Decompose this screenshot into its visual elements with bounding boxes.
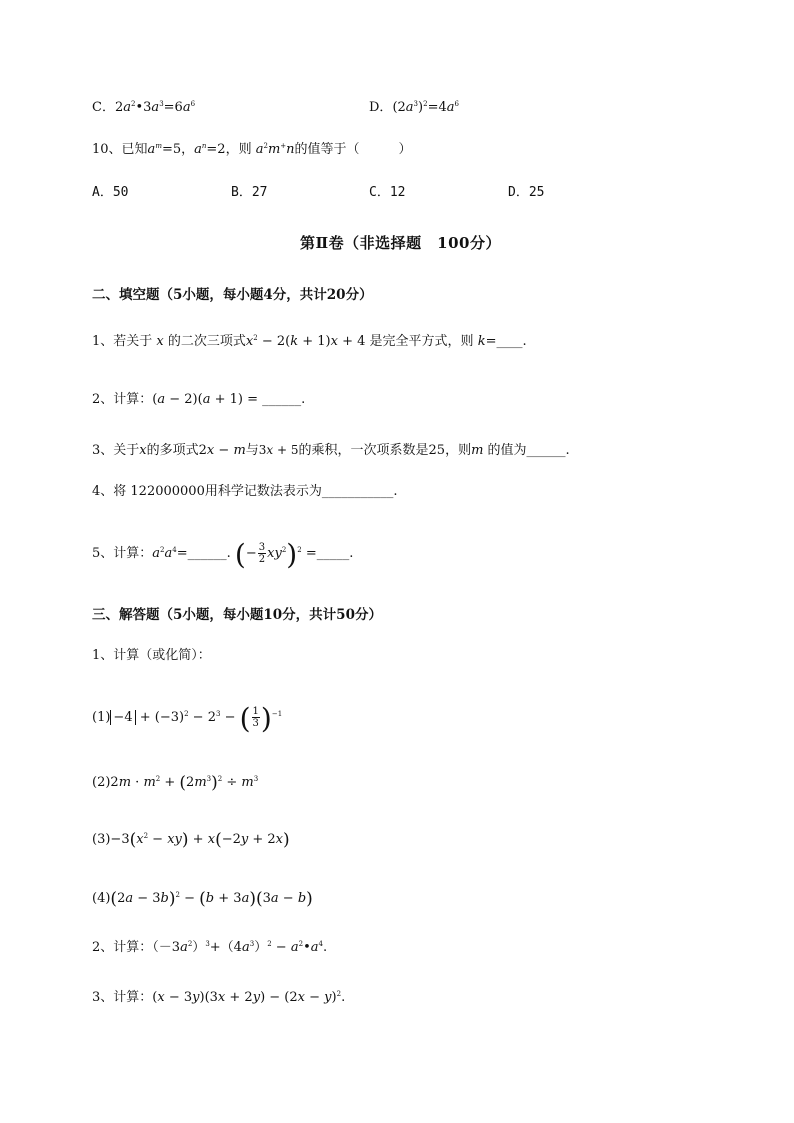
solve-q1: 1、计算（或化简）：	[92, 648, 211, 663]
q3-mid1: 的多项式	[146, 443, 199, 458]
q1-suffix: 是完全平方式，则	[369, 334, 474, 349]
q10-option-b: B．27	[231, 185, 268, 200]
option-label: D．	[369, 100, 393, 115]
q3-suffix: 的值为______.	[487, 443, 570, 458]
solve-q2: 2、计算：$(-3a^2)^3+(4a^3)^2$ − $a^2•a^4$.	[92, 940, 328, 955]
q3-mid2: 与	[245, 443, 259, 458]
q10-stem: 10、已知$a^m=5$，$a^n=2$，则 $a^2m^+n$的值等于（ ）	[92, 142, 412, 157]
solve-q1-sub2: $(2)2m \cdot m^2 + (2m^3)^2 \div m^3$	[92, 773, 259, 793]
fill-q1: 1、若关于 x 的二次三项式$x^2 - 2(k + 1)x + 4$ 是完全平方式，则 k=____.	[92, 334, 527, 349]
fill-q3: 3、关于x的多项式2x − m与3x + 5的乘积，一次项系数是25，则m 的值为______.	[92, 443, 570, 458]
q2-prefix: 2、计算：	[92, 392, 153, 407]
q9-option-c: C．$2a^2•3a^3=6a^6$	[92, 100, 196, 115]
part3-heading: 三、解答题（5小题，每小题10分，共计50分）	[92, 607, 382, 623]
solve-q1-sub1: $(1) -4 + (-3)^2 - 2^3$ − ( $\frac{1}{3}$ )$^{-1}$	[92, 702, 283, 735]
q10-prefix: 10、已知	[92, 142, 148, 157]
q10-option-a: A．50	[92, 185, 129, 200]
q2-prefix: 2、计算：	[92, 940, 153, 955]
solve-q1-sub3: $(3)-3(x^2 - xy) + x(-2y + 2x)$	[92, 830, 290, 850]
q5-prefix: 5、计算：	[92, 546, 153, 561]
q3-prefix: 3、计算：	[92, 990, 153, 1005]
part2-heading: 二、填空题（5小题，每小题4分，共计20分）	[92, 287, 373, 303]
solve-q1-sub4: $(4)(2a - 3b)^2 - (b + 3a)(3a - b)$	[92, 889, 313, 909]
fill-q4: 4、将 122000000用科学记数法表示为___________.	[92, 484, 398, 499]
solve-q3: 3、计算：$(x - 3y)(3x + 2y) - (2x - y)^2$.	[92, 990, 346, 1005]
q1-mid: 的二次三项式	[167, 334, 246, 349]
q3-prefix: 3、关于	[92, 443, 140, 458]
option-label: C．	[92, 100, 115, 115]
q3-mid3: 的乘积，一次项系数是25，则	[298, 443, 472, 458]
sub-label: (4)	[92, 891, 111, 906]
sub-label: (3)	[92, 832, 111, 847]
q9-option-d: D．$(2a^3)^2=4a^6$	[369, 100, 459, 115]
q10-suffix: 的值等于（ ）	[294, 142, 412, 157]
q10-option-d: D．25	[508, 185, 545, 200]
fill-q5: 5、计算：$a^2a^4=\_\_\_\_\_\_$. (− $\frac{3}{2}$ $xy^2)^2$ =_____.	[92, 538, 354, 571]
section-title: 第Ⅱ卷（非选择题 100分）	[300, 234, 501, 252]
q1-prefix: 1、若关于	[92, 334, 153, 349]
q10-option-c: C．12	[369, 185, 406, 200]
sub-label: (2)	[92, 775, 111, 790]
sub-label: (1)	[92, 710, 111, 725]
q10-mid: ，则	[225, 142, 252, 157]
fill-q2: 2、计算：(a − 2)(a + 1) = ______.	[92, 392, 306, 407]
